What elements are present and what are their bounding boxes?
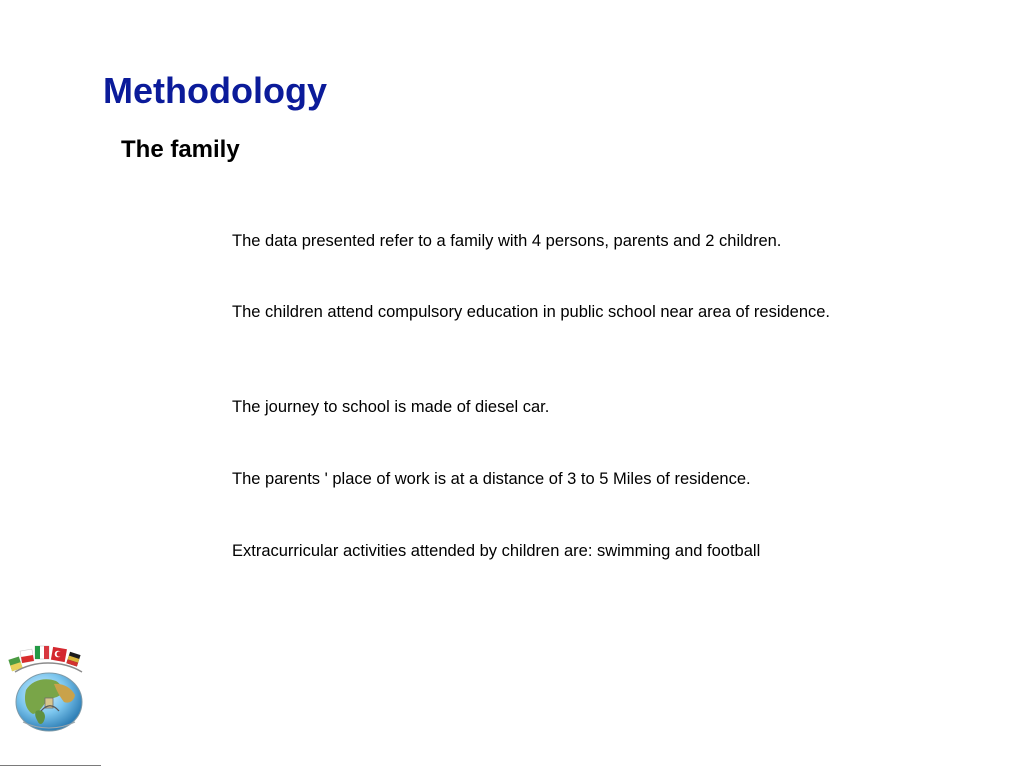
paragraph-extracurricular: Extracurricular activities attended by children are: swimming and football bbox=[232, 542, 761, 560]
paragraph-education: The children attend compulsory education in public school near area of residence. bbox=[232, 303, 831, 321]
paragraph-family-size: The data presented refer to a family with 4 persons, parents and 2 children. bbox=[232, 232, 782, 250]
paragraph-school-journey: The journey to school is made of diesel car. bbox=[232, 398, 550, 416]
slide-title: Methodology bbox=[103, 70, 327, 111]
bottom-divider bbox=[0, 765, 101, 766]
globe-with-flags-icon bbox=[5, 638, 95, 734]
paragraph-workplace-distance: The parents ' place of work is at a distance of 3 to 5 Miles of residence. bbox=[232, 470, 751, 488]
slide-subtitle: The family bbox=[121, 136, 240, 163]
